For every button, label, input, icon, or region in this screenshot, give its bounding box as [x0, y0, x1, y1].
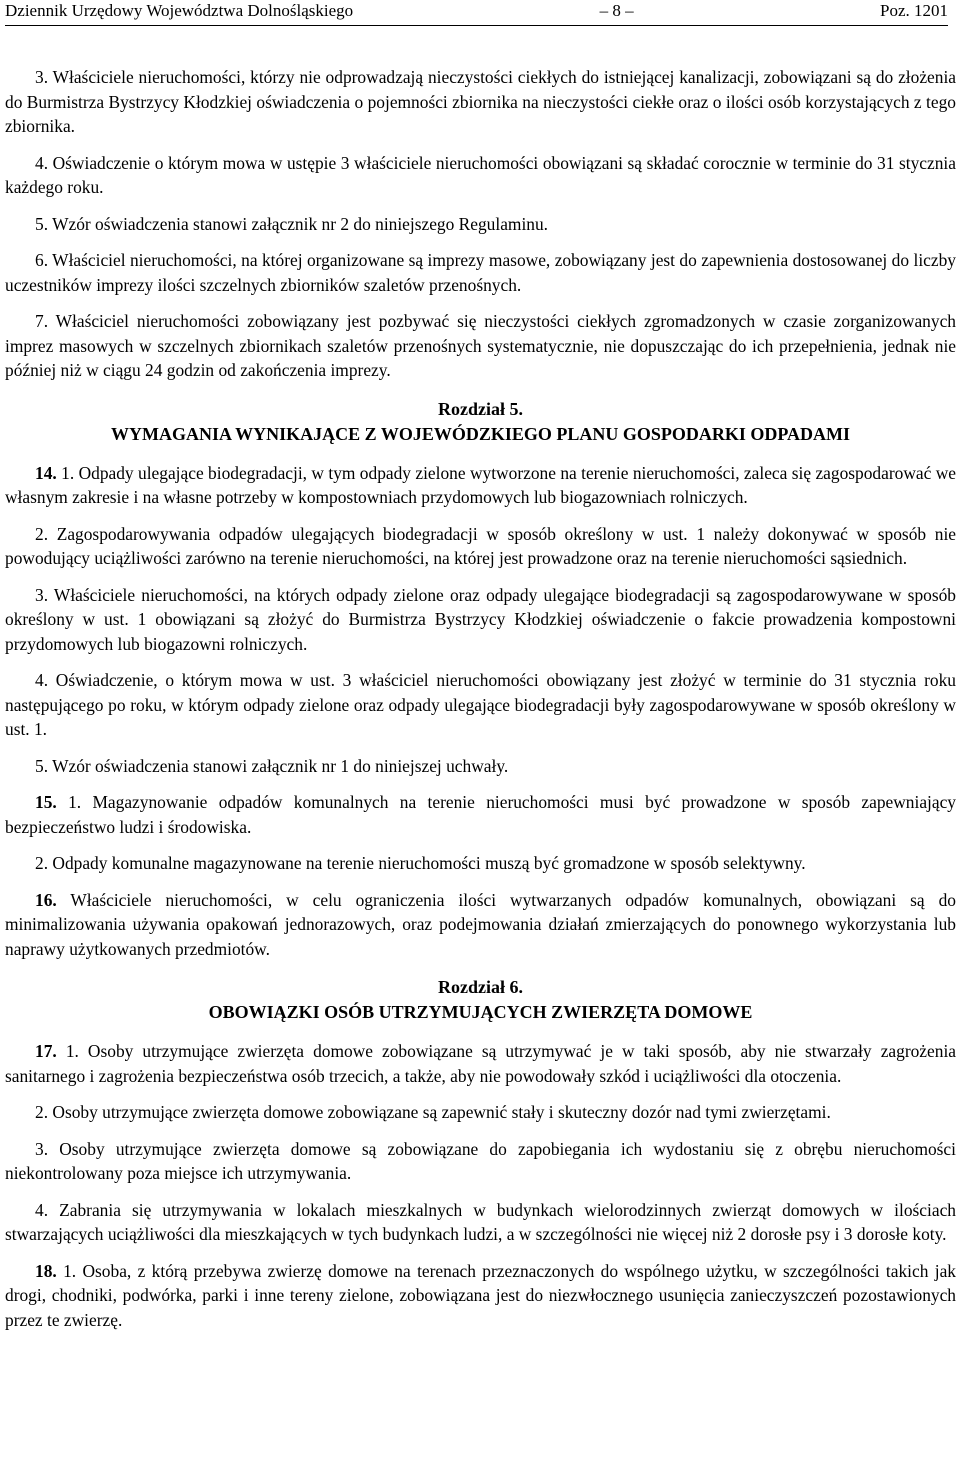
journal-title: Dziennik Urzędowy Województwa Dolnośląskiego [5, 0, 354, 20]
paragraph-6: 6. Właściciel nieruchomości, na której organizowane są imprezy masowe, zobowiązany jest do zapewnienia dostosowanej do liczby uczestników imprezy ilości szczelnych zbiorników szaletów przenośnych. [5, 250, 956, 295]
paragraph-7: 7. Właściciel nieruchomości zobowiązany jest pozbywać się nieczystości ciekłych zgromadzonych w czasie zorganizowanych imprez masowych w szczelnych zbiornikach szaletów przenośnych systematycznie, nie dopuszczając do ich przepełnienia, jednak nie później niż w ciągu 24 godzin od zakończenia imprezy. [5, 311, 956, 380]
section-18-number: 18. [35, 1260, 57, 1281]
section-15-number: 15. [35, 792, 57, 812]
chapter-5-title: Rozdział 5. [438, 398, 523, 419]
section-17-paragraph-2: 2. Osoby utrzymujące zwierzęta domowe zobowiązane są zapewnić stały i skuteczny dozór nad tymi zwierzętami. [35, 1102, 831, 1122]
section-14-paragraph-2: 2. Zagospodarowywania odpadów ulegających biodegradacji w sposób określony w ust. 1 należy dokonywać w sposób nie powodujący uciążliwości zarówno na terenie nieruchomości, na której jest prowadzone oraz na terenie nieruchomości sąsiednich. [5, 523, 956, 568]
page-header [5, 1, 948, 26]
section-14-paragraph-5: 5. Wzór oświadczenia stanowi załącznik nr 1 do niniejszej uchwały. [35, 755, 509, 776]
section-16-paragraph-1: 16. Właściciele nieruchomości, w celu ograniczenia ilości wytwarzanych odpadów komunalnych, obowiązani są do minimalizowania używania opakowań jednorazowych, oraz podejmowania działań zmierzających do ponownego wykorzystania lub naprawy użytkowanych przedmiotów. [5, 889, 956, 959]
section-14-paragraph-1: 14. 1. Odpady ulegające biodegradacji, w tym odpady zielone wytworzone na terenie nieruchomości, zaleca się zagospodarować we własnym zakresie i na własne potrzeby w kompostowniach przydomowych lub biogazowniach rolniczych. [5, 462, 956, 507]
chapter-6-subtitle: OBOWIĄZKI OSÓB UTRZYMUJĄCYCH ZWIERZĘTA DOMOWE [208, 1002, 753, 1022]
chapter-6-heading [5, 975, 956, 1025]
page-number: – 8 – [599, 0, 634, 20]
section-17-number: 17. [35, 1041, 57, 1061]
chapter-5-heading [5, 397, 956, 447]
section-15-paragraph-2: 2. Odpady komunalne magazynowane na terenie nieruchomości muszą być gromadzone w sposób selektywny. [35, 853, 806, 873]
section-17-paragraph-3: 3. Osoby utrzymujące zwierzęta domowe są zobowiązane do zapobiegania ich wydostaniu się z obrębu nieruchomości niekontrolowany poza miejsce ich utrzymywania. [5, 1138, 956, 1183]
section-17-paragraph-1: 17. 1. Osoby utrzymujące zwierzęta domowe zobowiązane są utrzymywać je w taki sposób, aby nie stwarzały zagrożenia sanitarnego i zagrożenia bezpieczeństwa osób trzecich, a także, aby nie powodowały szkód i uciążliwości dla otoczenia. [5, 1041, 956, 1086]
section-14-number: 14. [35, 462, 57, 483]
section-18-paragraph-1: 18. 1. Osoba, z którą przebywa zwierzę domowe na terenach przeznaczonych do wspólnego użytku, w szczególności takich jak drogi, chodniki, podwórka, parki i inne tereny zielone, zobowiązana jest do niezwłocznego usunięcia zanieczyszczeń pozostawionych przez te zwierzę. [5, 1260, 956, 1330]
document-body [5, 65, 956, 1332]
section-14-paragraph-3: 3. Właściciele nieruchomości, na których odpady zielone oraz odpady ulegające biodegradacji są zagospodarowywane w sposób określony w ust. 1 obowiązani są złożyć do Burmistrza Bystrzycy Kłodzkiej oświadczenie o fakcie prowadzenia kompostowni przydomowych lub biogazowni rolniczych. [5, 584, 956, 654]
section-16-number: 16. [35, 889, 57, 910]
section-15-paragraph-1: 15. 1. Magazynowanie odpadów komunalnych na terenie nieruchomości musi być prowadzone w sposób zapewniający bezpieczeństwo ludzi i środowiska. [5, 792, 956, 837]
paragraph-4: 4. Oświadczenie o którym mowa w ustępie 3 właściciele nieruchomości obowiązani są składać corocznie w terminie do 31 stycznia każdego roku. [5, 152, 956, 197]
section-14-paragraph-4: 4. Oświadczenie, o którym mowa w ust. 3 właściciel nieruchomości obowiązany jest złożyć w terminie do 31 stycznia roku następującego po roku, w którym odpady zielone oraz odpady ulegające biodegradacji były zagospodarowywane w sposób określony w ust. 1. [5, 670, 956, 739]
position-number: Poz. 1201 [880, 0, 948, 20]
chapter-5-subtitle: WYMAGANIA WYNIKAJĄCE Z WOJEWÓDZKIEGO PLANU GOSPODARKI ODPADAMI [110, 423, 851, 444]
chapter-6-title: Rozdział 6. [438, 977, 523, 997]
paragraph-5: 5. Wzór oświadczenia stanowi załącznik nr 2 do niniejszego Regulaminu. [35, 213, 549, 234]
section-17-paragraph-4: 4. Zabrania się utrzymywania w lokalach mieszkalnych w budynkach wielorodzinnych zwierząt domowych w ilościach stwarzających uciążliwości dla mieszkających w tych budynkach ludzi, a w szczególności nie więcej niż 2 dorosłe psy i 3 dorosłe koty. [5, 1199, 956, 1244]
paragraph-3: 3. Właściciele nieruchomości, którzy nie odprowadzają nieczystości ciekłych do istniejącej kanalizacji, zobowiązani są do złożenia do Burmistrza Bystrzycy Kłodzkiej oświadczenia o pojemności zbiornika na nieczystości ciekłe oraz o ilości osób korzystających z tego zbiornika. [5, 67, 956, 136]
